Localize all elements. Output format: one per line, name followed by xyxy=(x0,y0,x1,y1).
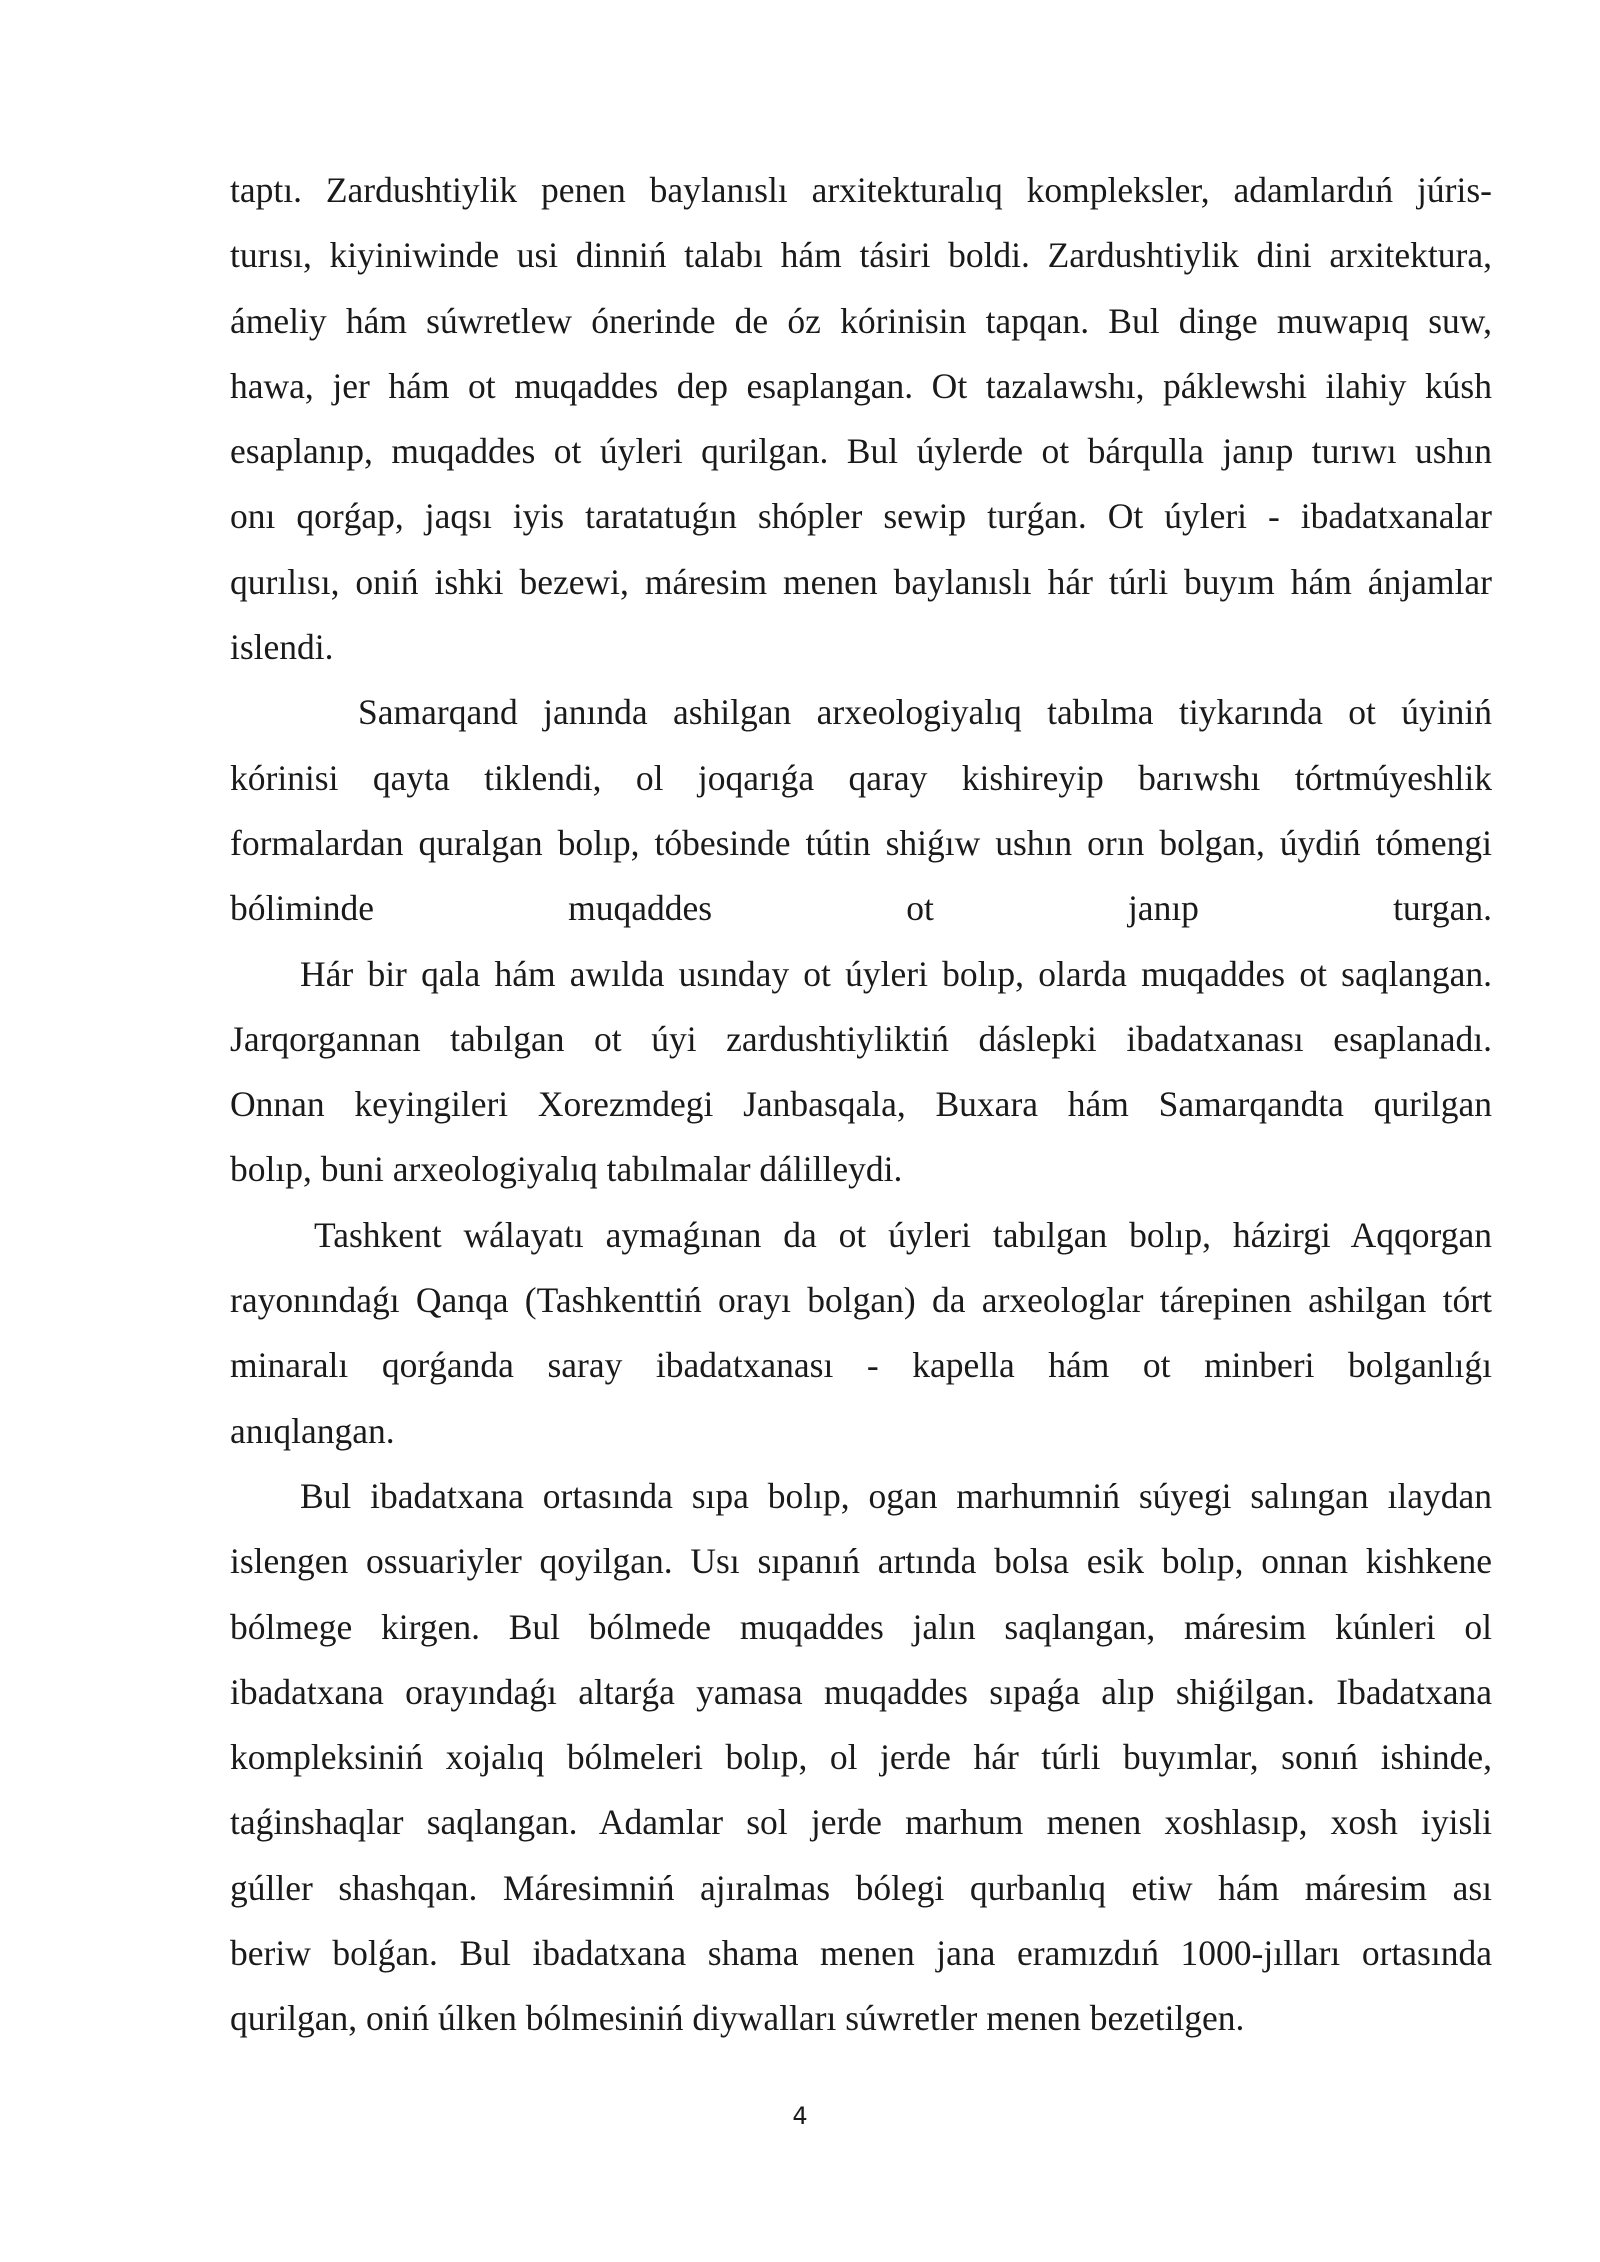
text-line: hawa, jer hám ot muqaddes dep esaplangan. Ot tazalawshı, páklewshi ilahiy kúsh xyxy=(230,365,1492,406)
paragraph-4 xyxy=(230,1203,1492,1464)
text-line: minaralı qorǵanda saray ibadatxanası - kapella hám ot minberi bolganlıǵı xyxy=(230,1345,1492,1386)
text-line: beriw bolǵan. Bul ibadatxana shama menen jana eramızdıń 1000-jılları ortasında xyxy=(230,1933,1492,1974)
text-line: esaplanıp, muqaddes ot úyleri qurilgan. Bul úylerde ot bárqulla janıp turıwı ushın xyxy=(230,431,1492,472)
text-line: islengen ossuariyler qoyilgan. Usı sıpanıń artında bolsa esik bolıp, onnan kishkene xyxy=(230,1541,1492,1582)
text-line: bólmege kirgen. Bul bólmede muqaddes jalın saqlangan, máresim kúnleri ol xyxy=(230,1606,1492,1647)
text-line: ibadatxana orayındaǵı altarǵa yamasa muqaddes sıpaǵa alıp shiǵilgan. Ibadatxana xyxy=(230,1671,1492,1712)
text-line: taǵinshaqlar saqlangan. Adamlar sol jerde marhum menen xoshlasıp, xosh iyisli xyxy=(230,1802,1492,1843)
text-line: rayonındaǵı Qanqa (Tashkenttiń orayı bolgan) da arxeologlar tárepinen ashilgan tórt xyxy=(230,1280,1492,1321)
text-line: qurılısı, oniń ishki bezewi, máresim menen baylanıslı hár túrli buyım hám ánjamlar xyxy=(230,561,1492,602)
text-line: Tashkent wálayatı aymaǵınan da ot úyleri tabılgan bolıp, házirgi Aqqorgan xyxy=(314,1214,1492,1255)
text-line: Jarqorgannan tabılgan ot úyi zardushtiyliktiń dáslepki ibadatxanası esaplanadı. xyxy=(230,1018,1492,1059)
text-line: Onnan keyingileri Xorezmdegi Janbasqala, Buxara hám Samarqandta qurilgan xyxy=(230,1084,1492,1125)
paragraph-1 xyxy=(230,158,1492,680)
text-line: formalardan quralgan bolıp, tóbesinde tútin shiǵıw ushın orın bolgan, úydiń tómengi xyxy=(230,822,1492,863)
text-line: kompleksiniń xojalıq bólmeleri bolıp, ol jerde hár túrli buyımlar, sonıń ishinde, xyxy=(230,1737,1492,1778)
text-line: anıqlangan. xyxy=(230,1410,395,1451)
text-line: Samarqand janında ashilgan arxeologiyalıq tabılma tiykarında ot úyiniń xyxy=(358,692,1492,733)
text-line: qurilgan, oniń úlken bólmesiniń diywalları súwretler menen bezetilgen. xyxy=(230,1998,1245,2039)
text-line: onı qorǵap, jaqsı iyis taratatuǵın shópler sewip turǵan. Ot úyleri - ibadatxanalar xyxy=(230,496,1492,537)
text-line: taptı. Zardushtiylik penen baylanıslı arxitekturalıq kompleksler, adamlardıń júris- xyxy=(230,170,1492,210)
paragraph-5 xyxy=(230,1464,1492,2052)
text-line: ámeliy hám súwretlew ónerinde de óz kórinisin tapqan. Bul dinge muwapıq suw, xyxy=(230,300,1492,341)
paragraph-3 xyxy=(230,942,1492,1203)
page-number: 4 xyxy=(792,2102,808,2130)
text-line: kórinisi qayta tiklendi, ol joqarıǵa qaray kishireyip barıwshı tórtmúyeshlik xyxy=(230,757,1492,798)
text-line: gúller shashqan. Máresimniń ajıralmas bólegi qurbanlıq etiw hám máresim ası xyxy=(230,1867,1492,1908)
body-text xyxy=(230,158,1492,2052)
paragraph-2 xyxy=(230,680,1492,941)
text-line: bóliminde muqaddes ot janıp turgan. xyxy=(230,888,1492,929)
text-line: bolıp, buni arxeologiyalıq tabılmalar dálilleydi. xyxy=(230,1149,903,1190)
text-line: islendi. xyxy=(230,627,334,668)
text-line: Hár bir qala hám awılda usınday ot úyleri bolıp, olarda muqaddes ot saqlangan. xyxy=(300,953,1492,994)
text-line: Bul ibadatxana ortasında sıpa bolıp, ogan marhumniń súyegi salıngan ılaydan xyxy=(300,1475,1492,1516)
text-line: turısı, kiyiniwinde usi dinniń talabı hám tásiri boldi. Zardushtiylik dini arxitektura, xyxy=(230,235,1492,276)
